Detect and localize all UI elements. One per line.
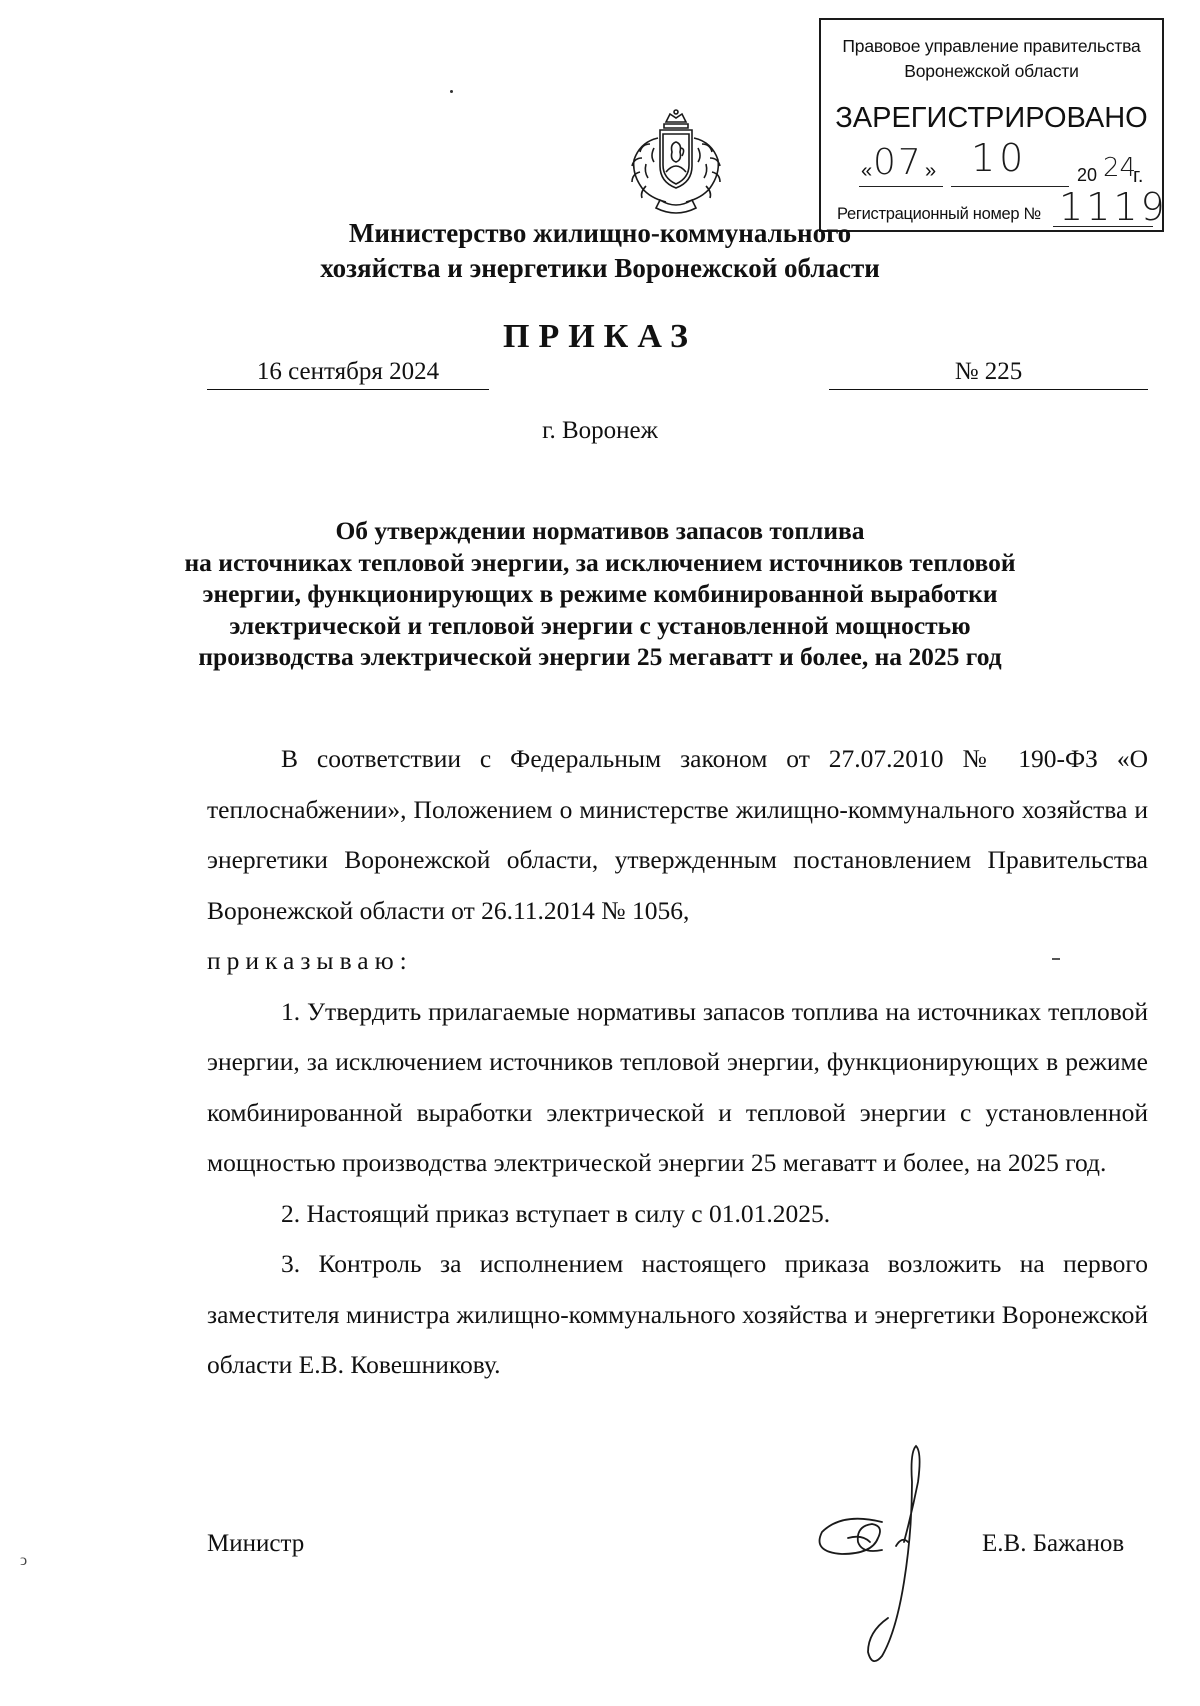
stamp-month-underline [951, 186, 1069, 187]
stamp-org-line1: Правовое управление правительства [842, 36, 1141, 56]
order-date: 16 сентября 2024 [207, 355, 489, 390]
scan-speck [450, 90, 453, 93]
ministry-name-line1: Министерство жилищно-коммунального [348, 218, 852, 248]
stamp-org-line2: Воронежской области [904, 61, 1079, 81]
subject-line: электрической и тепловой энергии с установленной мощностью [229, 610, 971, 640]
order-number: № 225 [829, 355, 1148, 390]
order-item-3: 3. Контроль за исполнением настоящего приказа возложить на первого заместителя министра жилищно-коммунального хозяйства и энергетики Воронежской области Е.В. Ковешникову. [207, 1249, 1148, 1379]
stamp-day-quote-open: « [861, 160, 873, 182]
signatory-position: Министр [207, 1530, 305, 1557]
registration-stamp [819, 18, 1168, 232]
order-word: приказываю: [207, 946, 413, 975]
subject-line: на источниках тепловой энергии, за исключением источников тепловой [184, 547, 1016, 577]
stamp-title: ЗАРЕГИСТРИРОВАНО [835, 102, 1148, 134]
order-body [207, 734, 1148, 1391]
stamp-organization [821, 34, 1162, 84]
order-item-2: 2. Настоящий приказ вступает в силу с 01.01.2025. [281, 1198, 831, 1228]
stamp-year: 24 [1103, 153, 1137, 183]
margin-mark: ↄ [20, 1552, 28, 1569]
city: г. Воронеж [542, 417, 658, 444]
order-subject [0, 515, 1200, 673]
subject-line: производства электрической энергии 25 мегаватт и более, на 2025 год [198, 642, 1002, 671]
stamp-reg-label: Регистрационный номер № [837, 205, 1041, 223]
coat-of-arms-icon [620, 108, 732, 220]
preamble-paragraph: В соответствии с Федеральным законом от 27.07.2010 № 190-ФЗ «О теплоснабжении», Положением о министерстве жилищно-коммунального хозяйства и энергетики Воронежской области, утвержденным постановлением Правительства Воронежской области от 26.11.2014 № 1056, [207, 744, 1148, 925]
order-item-1: 1. Утвердить прилагаемые нормативы запасов топлива на источниках тепловой энергии, за исключением источников тепловой энергии, функционирующих в режиме комбинированной выработки электрической и тепловой энергии с установленной мощностью производства электрической энергии 25 мегаватт и более, на 2025 год. [207, 996, 1148, 1177]
stamp-day-quote-close: » [925, 160, 937, 182]
signatory-name: Е.В. Бажанов [982, 1530, 1125, 1557]
handwritten-signature [812, 1442, 992, 1672]
subject-line: энергии, функционирующих в режиме комбинированной выработки [202, 579, 998, 608]
scan-mark [1052, 958, 1060, 960]
stamp-day-underline [859, 186, 943, 187]
stamp-year-prefix: 20 [1077, 165, 1098, 185]
stamp-day: 07 [873, 142, 923, 183]
stamp-reg-number: 1119 [1059, 185, 1168, 229]
stamp-month: 10 [971, 136, 1028, 180]
subject-line: Об утверждении нормативов запасов топлива [335, 516, 865, 545]
document-type-title: ПРИКАЗ [503, 318, 697, 355]
ministry-name-line2: хозяйства и энергетики Воронежской области [320, 253, 880, 283]
stamp-year-suffix: г. [1133, 165, 1144, 187]
